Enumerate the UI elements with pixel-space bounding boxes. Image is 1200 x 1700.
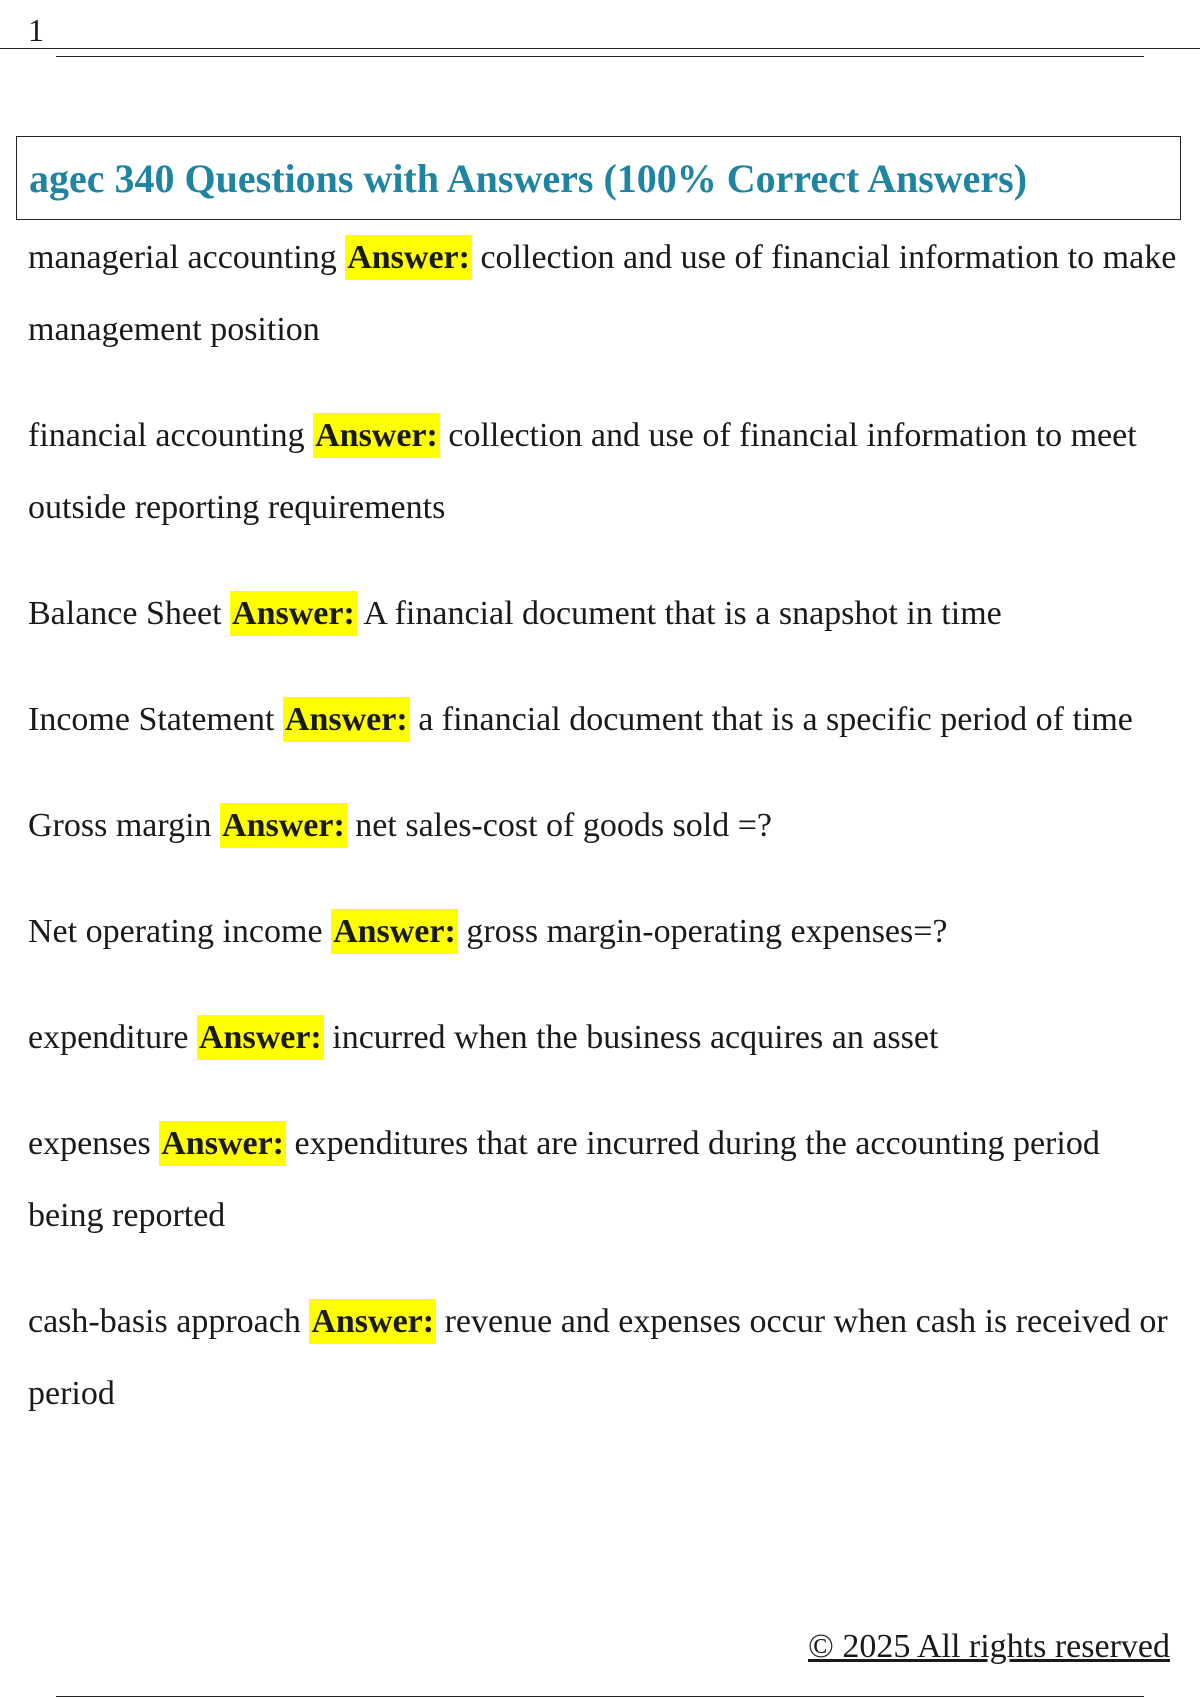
title-box xyxy=(16,136,1181,220)
qa-item xyxy=(28,896,1178,968)
qa-term: managerial accounting xyxy=(28,239,337,276)
footer-rule xyxy=(56,1696,1144,1697)
qa-term: financial accounting xyxy=(28,417,305,454)
qa-item xyxy=(28,684,1178,756)
page-number: 1 xyxy=(28,12,44,48)
qa-term: Balance Sheet xyxy=(28,595,222,632)
qa-item xyxy=(28,1286,1178,1430)
qa-item xyxy=(28,222,1178,366)
answer-label: Answer: xyxy=(345,235,472,280)
qa-item xyxy=(28,1108,1178,1252)
qa-term: expenditure xyxy=(28,1019,189,1056)
qa-definition: gross margin-operating expenses=? xyxy=(466,913,948,950)
answer-label: Answer: xyxy=(220,803,347,848)
answer-label: Answer: xyxy=(313,413,440,458)
qa-term: Income Statement xyxy=(28,701,275,738)
header-rule-top xyxy=(0,48,1200,49)
qa-definition: A financial document that is a snapshot in time xyxy=(363,595,1002,632)
qa-item xyxy=(28,1002,1178,1074)
answer-label: Answer: xyxy=(197,1015,324,1060)
qa-term: Gross margin xyxy=(28,807,212,844)
qa-term: expenses xyxy=(28,1125,151,1162)
qa-item xyxy=(28,578,1178,650)
qa-item xyxy=(28,400,1178,544)
qa-definition: a financial document that is a specific period of time xyxy=(418,701,1133,738)
qa-definition: collection and use of financial information to meet outside reporting requirements xyxy=(28,417,1137,526)
answer-label: Answer: xyxy=(331,909,458,954)
qa-term: Net operating income xyxy=(28,913,323,950)
qa-list xyxy=(28,222,1178,1464)
qa-term: cash-basis approach xyxy=(28,1303,301,1340)
document-title: agec 340 Questions with Answers (100% Correct Answers) xyxy=(29,155,1028,201)
footer-copyright: © 2025 All rights reserved xyxy=(808,1628,1170,1665)
header-rule-bottom xyxy=(56,56,1144,57)
qa-item xyxy=(28,790,1178,862)
qa-definition: incurred when the business acquires an asset xyxy=(332,1019,939,1056)
qa-definition: revenue and expenses occur when cash is received or period xyxy=(28,1303,1168,1412)
qa-definition: collection and use of financial information to make management position xyxy=(28,239,1177,348)
answer-label: Answer: xyxy=(159,1121,286,1166)
qa-definition: net sales-cost of goods sold =? xyxy=(355,807,773,844)
answer-label: Answer: xyxy=(230,591,357,636)
answer-label: Answer: xyxy=(283,697,410,742)
answer-label: Answer: xyxy=(309,1299,436,1344)
qa-definition: expenditures that are incurred during the accounting period being reported xyxy=(28,1125,1100,1234)
